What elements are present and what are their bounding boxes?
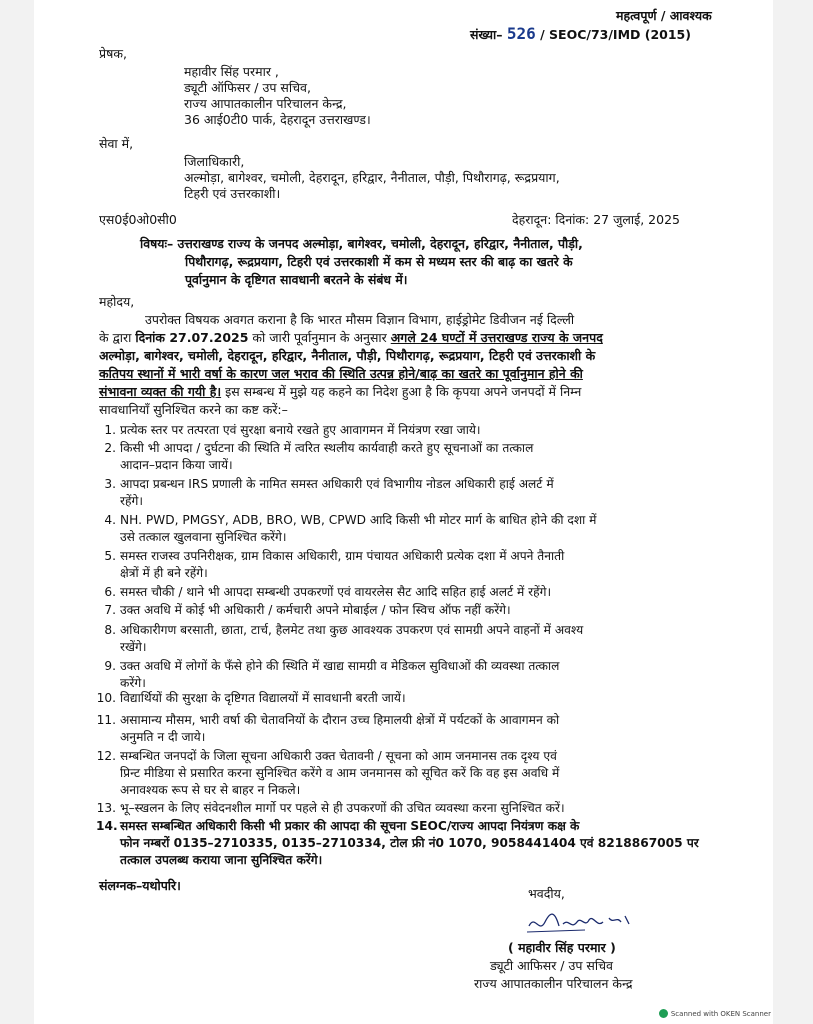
body-line-2-text-a: के द्वारा xyxy=(99,330,136,345)
signatory-name: ( महावीर सिंह परमार ) xyxy=(508,940,616,955)
precaution-item-number: 3. xyxy=(104,477,116,491)
precaution-item-line: अनावश्यक रूप से घर से बाहर न निकले। xyxy=(120,783,301,797)
precaution-item-line: फोन नम्बरों 0135–2710335, 0135–2710334, टोल फ्री नं0 1070, 9058441404 एवं 8218867005 पर xyxy=(120,836,699,850)
scanner-text: Scanned with OKEN Scanner xyxy=(670,1009,771,1018)
precaution-item-line: उसे तत्काल खुलवाना सुनिश्चित करेंगे। xyxy=(120,530,287,544)
precaution-item xyxy=(104,622,720,656)
salutation: महोदय, xyxy=(99,294,135,309)
precaution-item-line: असामान्य मौसम, भारी वर्षा की चेतावनियों के दौरान उच्च हिमालयी क्षेत्रों में पर्यटकों के आवागमन को xyxy=(120,713,560,727)
sender-label: प्रेषक, xyxy=(99,46,127,61)
precaution-item-line: प्रत्येक स्तर पर तत्परता एवं सुरक्षा बनाये रखते हुए आवागमन में नियंत्रण रखा जाये। xyxy=(120,423,481,437)
precaution-item xyxy=(96,800,720,817)
precaution-item-line: NH. PWD, PMGSY, ADB, BRO, WB, CPWD आदि किसी भी मोटर मार्ग के बाधित होने की दशा में xyxy=(120,513,597,527)
precaution-item-number: 9. xyxy=(104,659,116,673)
precaution-item-line: करेंगे। xyxy=(120,676,146,690)
body-line-1: उपरोक्त विषयक अवगत कराना है कि भारत मौसम विज्ञान विभाग, हाईड्रोमेट डिवीजन नई दिल्ली xyxy=(145,312,575,327)
recipient-title: जिलाधिकारी, xyxy=(184,154,245,169)
reference-prefix: संख्या– xyxy=(470,27,503,42)
precaution-item-line: रहेंगे। xyxy=(120,494,143,508)
precaution-item-number: 10. xyxy=(96,691,116,705)
precaution-item-line: प्रिन्ट मीडिया से प्रसारित करना सुनिश्चित करेंगे व आम जनमानस को सूचित करें कि वह इस अवधि में xyxy=(120,766,560,780)
reference-suffix: / SEOC/73/IMD (2015) xyxy=(540,27,691,42)
subject-line-3: पूर्वानुमान के दृष्टिगत सावधानी बरतने के संबंध में। xyxy=(185,272,408,287)
precaution-item-line: क्षेत्रों में ही बने रहेंगे। xyxy=(120,566,208,580)
precaution-item-line: रखेंगे। xyxy=(120,640,147,654)
scanner-logo-icon xyxy=(659,1009,668,1018)
scanner-watermark xyxy=(659,1009,771,1018)
precaution-item-line: किसी भी आपदा / दुर्घटना की स्थिति में त्वरित स्थलीय कार्यवाही करते हुए सूचनाओं का तत्काल xyxy=(120,441,534,455)
reference-number xyxy=(470,26,691,43)
precaution-item-number: 12. xyxy=(96,749,116,763)
body-line-4: कतिपय स्थानों में भारी वर्षा के कारण जल भराव की स्थिति उत्पन्न होने/बाढ़ का खतरे का पूर्वानुमान होने की xyxy=(99,366,583,381)
precaution-item-line: तत्काल उपलब्ध कराया जाना सुनिश्चित करेंगे। xyxy=(120,853,323,867)
precaution-item-line: आदान–प्रदान किया जायें। xyxy=(120,458,233,472)
subject-line-2: पिथौरागढ़, रूद्रप्रयाग, टिहरी एवं उत्तरकाशी में कम से मध्यम स्तर की बाढ़ का खतरे के xyxy=(185,254,573,269)
precaution-item-number: 8. xyxy=(104,623,116,637)
precaution-item xyxy=(96,748,720,799)
precaution-item xyxy=(104,584,720,601)
forecast-window: अगले 24 घण्टों में उत्तराखण्ड राज्य के जनपद xyxy=(390,330,603,345)
scan-border-right xyxy=(773,0,813,1024)
precaution-item-number: 7. xyxy=(104,603,116,617)
body-line-5-emphasis: संभावना व्यक्त की गयी है। xyxy=(99,384,222,399)
forecast-date: दिनांक 27.07.2025 xyxy=(135,330,249,345)
precaution-item-line: भू–स्खलन के लिए संवेदनशील मार्गो पर पहले से ही उपकरणों की उचित व्यवस्था करना सुनिश्चित करें। xyxy=(120,801,565,815)
precaution-item-number: 1. xyxy=(104,423,116,437)
sender-name: महावीर सिंह परमार , xyxy=(184,64,279,79)
precaution-item-line: समस्त राजस्व उपनिरीक्षक, ग्राम विकास अधिकारी, ग्राम पंचायत अधिकारी प्रत्येक दशा में अपने तैनाती xyxy=(120,549,565,563)
precaution-item xyxy=(104,476,720,510)
precaution-item-line: उक्त अवधि में कोई भी अधिकारी / कर्मचारी अपने मोबाईल / फोन स्विच ऑफ नहीं करेंगे। xyxy=(120,603,511,617)
recipient-districts-line1: अल्मोड़ा, बागेश्वर, चमोली, देहरादून, हरिद्वार, नैनीताल, पौड़ी, पिथौरागढ़, रूद्रप्रयाग, xyxy=(184,170,560,185)
body-line-2 xyxy=(99,330,603,346)
precaution-item-number: 13. xyxy=(96,801,116,815)
precaution-item xyxy=(96,818,720,869)
precaution-item xyxy=(104,658,720,692)
precaution-item-line: अधिकारीगण बरसाती, छाता, टार्च, हैलमेट तथा कुछ आवश्यक उपकरण एवं सामग्री अपने वाहनों में अवश्य xyxy=(120,623,584,637)
body-line-5 xyxy=(99,384,581,400)
precaution-item-number: 2. xyxy=(104,441,116,455)
precaution-item xyxy=(104,548,720,582)
handwritten-signature xyxy=(525,904,635,938)
scan-border-left xyxy=(0,0,34,1024)
precaution-item-number: 4. xyxy=(104,513,116,527)
precaution-item-line: उक्त अवधि में लोगों के फँसे होने की स्थिति में खाद्य सामग्री व मेडिकल सुविधाओं की व्यवस्था तत्काल xyxy=(120,659,560,673)
precaution-item xyxy=(104,512,720,546)
precaution-item-line: सम्बन्धित जनपदों के जिला सूचना अधिकारी उक्त चेतावनी / सूचना को आम जनमानस तक दृश्य एवं xyxy=(120,749,557,763)
body-line-2-text-c: को जारी पूर्वानुमान के अनुसार xyxy=(248,330,391,345)
signatory-office: राज्य आपातकालीन परिचालन केन्द्र xyxy=(474,976,633,991)
body-line-6: सावधानियाँ सुनिश्चित करने का कष्ट करें:– xyxy=(99,402,288,417)
precaution-item-line: विद्यार्थियों की सुरक्षा के दृष्टिगत विद्यालयों में सावधानी बरती जायें। xyxy=(120,691,406,705)
office-code: एस0ई0ओ0सी0 xyxy=(99,212,177,227)
precaution-item xyxy=(96,712,720,746)
closing-word: भवदीय, xyxy=(528,886,565,901)
precaution-item xyxy=(104,422,720,439)
reference-handwritten-number: 526 xyxy=(506,24,536,43)
subject-line-1: विषयः– उत्तराखण्ड राज्य के जनपद अल्मोड़ा, बागेश्वर, चमोली, देहरादून, हरिद्वार, नैनीताल, पौड़ी, xyxy=(140,236,583,251)
precaution-item-number: 6. xyxy=(104,585,116,599)
precaution-item-line: आपदा प्रबन्धन IRS प्रणाली के नामित समस्त अधिकारी एवं विभागीय नोडल अधिकारी हाई अलर्ट में xyxy=(120,477,554,491)
precaution-item-line: समस्त चौकी / थाने भी आपदा सम्बन्धी उपकरणों एवं वायरलेस सैट आदि सहित हाई अलर्ट में रहेंगे। xyxy=(120,585,552,599)
recipient-districts-line2: टिहरी एवं उत्तरकाशी। xyxy=(184,186,281,201)
priority-label: महत्वपूर्ण / आवश्यक xyxy=(616,8,712,23)
precaution-item xyxy=(96,690,720,707)
enclosure-note: संलग्नक–यथोपरि। xyxy=(99,878,181,893)
precaution-item-number: 11. xyxy=(96,713,116,727)
precaution-item-line: समस्त सम्बन्धित अधिकारी किसी भी प्रकार की आपदा की सूचना SEOC/राज्य आपदा नियंत्रण कक्ष के xyxy=(120,819,580,833)
precaution-item-number: 5. xyxy=(104,549,116,563)
precaution-item-number: 14. xyxy=(96,819,118,833)
letter-date: देहरादून: दिनांक: 27 जुलाई, 2025 xyxy=(512,212,680,227)
precaution-item-line: अनुमति न दी जाये। xyxy=(120,730,206,744)
sender-address: 36 आई0टी0 पार्क, देहरादून उत्तराखण्ड। xyxy=(184,112,371,127)
sender-designation: ड्यूटी ऑफिसर / उप सचिव, xyxy=(184,80,311,95)
body-line-5-text: इस सम्बन्ध में मुझे यह कहने का निदेश हुआ है कि कृपया अपने जनपदों में निम्न xyxy=(221,384,582,399)
sender-office: राज्य आपातकालीन परिचालन केन्द्र, xyxy=(184,96,347,111)
body-line-3: अल्मोड़ा, बागेश्वर, चमोली, देहरादून, हरिद्वार, नैनीताल, पौड़ी, पिथौरागढ़, रूद्रप्रयाग, टिहरी एवं उत्तरकाशी के xyxy=(99,348,596,363)
recipient-label: सेवा में, xyxy=(99,136,134,151)
precaution-item xyxy=(104,440,720,474)
signatory-designation: ड्यूटी आफिसर / उप सचिव xyxy=(490,958,613,973)
precaution-item xyxy=(104,602,720,619)
